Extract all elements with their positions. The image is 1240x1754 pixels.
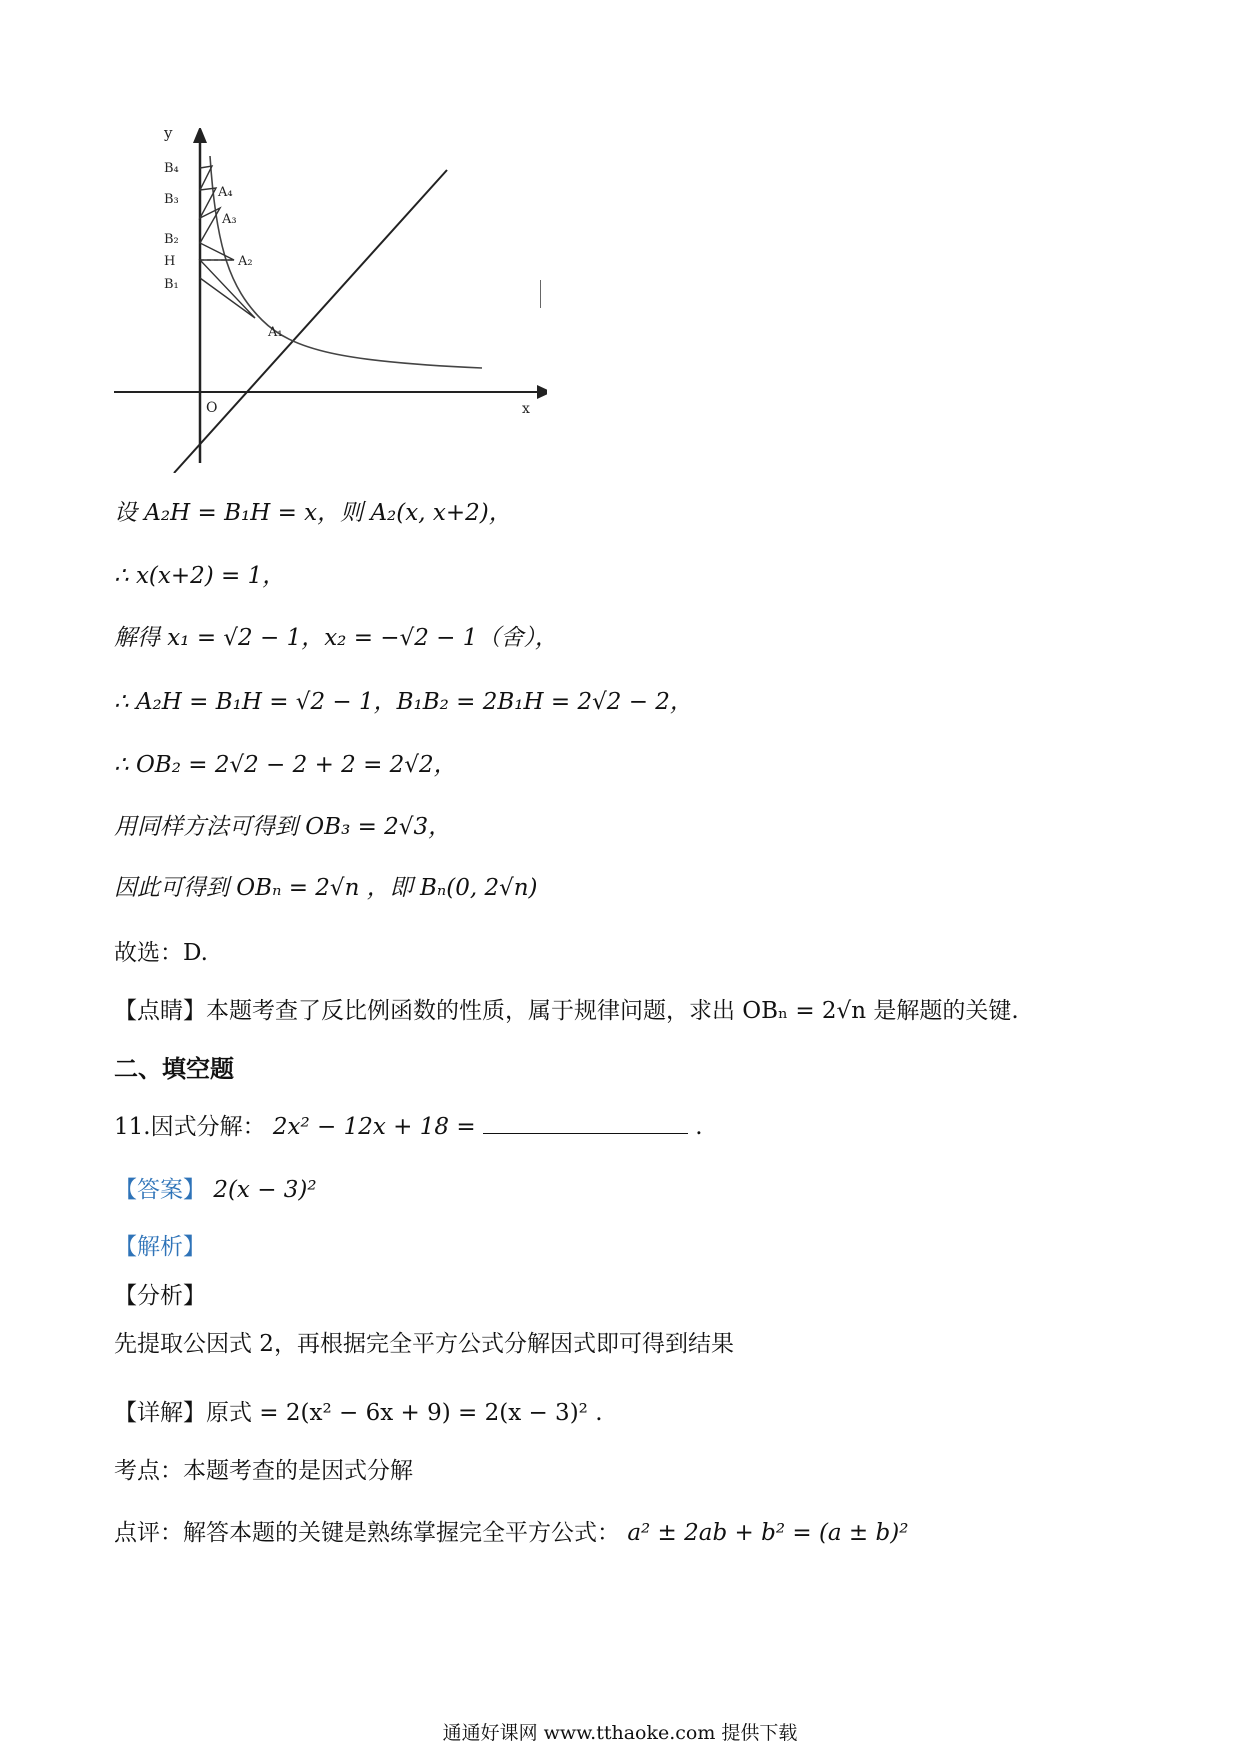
svg-text:B₁: B₁ [164, 277, 179, 292]
section-heading: 二、填空题 [114, 1055, 234, 1083]
dianping-formula: a² ± 2ab + b² = (a ± b)² [627, 1520, 909, 1546]
y-axis-arrow-icon [193, 128, 207, 143]
x-axis-arrow-icon [537, 385, 547, 399]
solution-line-5: ∴ OB₂ = 2√2 − 2 + 2 = 2√2， [114, 752, 457, 778]
fenxi-text: 先提取公因式 2，再根据完全平方公式分解因式即可得到结果 [114, 1331, 734, 1357]
answer-value: 2(x − 3)² [213, 1177, 317, 1203]
answer-tag: 【答案】 [114, 1177, 206, 1203]
answer-blank [483, 1113, 688, 1134]
solution-line-2: ∴ x(x+2) = 1， [114, 563, 286, 589]
svg-text:H: H [164, 254, 176, 269]
solution-line-4: ∴ A₂H = B₁H = √2 − 1，B₁B₂ = 2B₁H = 2√2 − 2， [114, 689, 693, 715]
y-axis-label: y [164, 128, 173, 142]
solution-line-1: 设 A₂H = B₁H = x，则 A₂(x, x+2)， [114, 500, 512, 526]
fenxi-tag: 【分析】 [114, 1283, 206, 1309]
xiangjie-line: 【详解】原式 = 2(x² − 6x + 9) = 2(x − 3)² . [114, 1400, 603, 1426]
question-11 [114, 1112, 703, 1142]
page-footer: 通通好课网 www.tthaoke.com 提供下载 [442, 1722, 798, 1744]
svg-text:B₃: B₃ [164, 192, 179, 207]
svg-text:A₁: A₁ [268, 325, 283, 340]
stray-mark [540, 280, 541, 308]
svg-text:B₄: B₄ [164, 161, 179, 176]
svg-text:B₂: B₂ [164, 232, 179, 247]
solution-line-6: 用同样方法可得到 OB₃ = 2√3， [114, 814, 452, 840]
choice-line: 故选：D. [114, 940, 208, 966]
dianping-line [114, 1518, 908, 1548]
svg-text:A₃: A₃ [222, 212, 237, 227]
question-11-suffix: . [695, 1114, 703, 1140]
svg-text:A₄: A₄ [218, 185, 233, 200]
solution-line-3: 解得 x₁ = √2 − 1，x₂ = −√2 − 1（舍）， [114, 625, 558, 651]
jiexi-tag: 【解析】 [114, 1234, 206, 1260]
dianjing-note: 【点睛】本题考查了反比例函数的性质，属于规律问题，求出 OBₙ = 2√n 是解题的关键. [114, 998, 1019, 1024]
kaodian-line: 考点：本题考查的是因式分解 [114, 1458, 413, 1484]
reciprocal-function-graph [112, 128, 547, 473]
answer-line [114, 1175, 317, 1205]
solution-line-7: 因此可得到 OBₙ = 2√n ，即 Bₙ(0, 2√n) [114, 875, 538, 901]
svg-text:A₂: A₂ [238, 254, 253, 269]
question-11-expression: 2x² − 12x + 18 = [272, 1114, 476, 1140]
origin-label: O [206, 400, 218, 416]
dianping-prefix: 点评：解答本题的关键是熟练掌握完全平方公式： [114, 1520, 620, 1546]
graph-figure [112, 128, 547, 473]
question-11-prefix: 11.因式分解： [114, 1114, 266, 1140]
x-axis-label: x [522, 401, 530, 417]
